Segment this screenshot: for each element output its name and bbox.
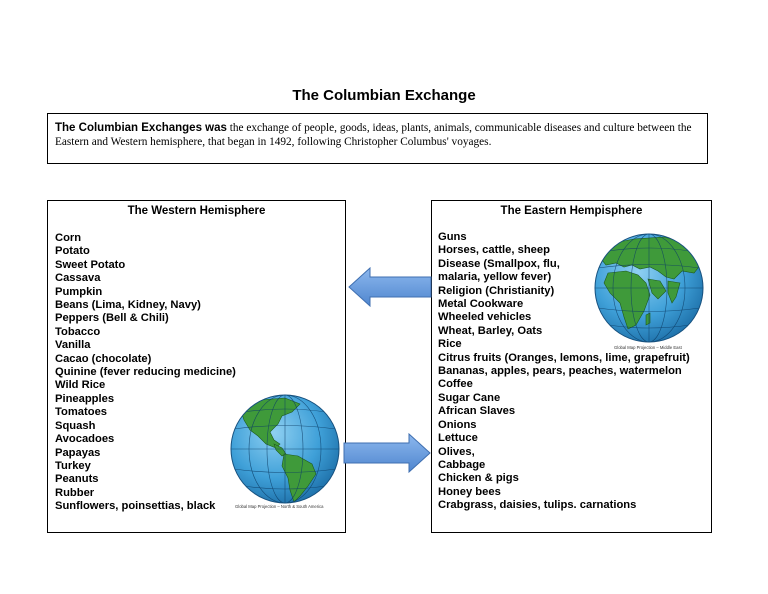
list-item: Honey bees [438, 485, 501, 498]
list-item: Horses, cattle, sheep [438, 244, 550, 257]
list-item: Peanuts [55, 473, 99, 486]
list-item: Corn [55, 232, 82, 244]
list-item: Pineapples [55, 392, 115, 405]
arrow-left-icon [348, 267, 432, 307]
list-item: Sunflowers, poinsettias, black [55, 500, 216, 513]
list-item: Chicken & pigs [438, 472, 519, 485]
list-item: Tobacco [55, 325, 101, 338]
list-item: Quinine (fever reducing medicine) [55, 366, 236, 379]
list-item: Avocadoes [55, 433, 115, 446]
list-item: Sugar Cane [438, 391, 501, 404]
americas-globe-icon [230, 394, 340, 504]
middle-east-globe-icon [594, 233, 704, 343]
definition-box [47, 113, 708, 164]
eastern-hemisphere-panel [431, 200, 712, 533]
definition-text: the exchange of people, goods, ideas, plants, animals, communicable diseases and culture between the Eastern and Western hemisphere, that began in 1492, following Christopher Columbus' voyages. [55, 122, 692, 148]
list-item: Bananas, apples, pears, peaches, watermelon [438, 365, 682, 378]
western-hemisphere-heading: The Western Hemisphere [127, 205, 266, 217]
list-item: Guns [438, 231, 467, 243]
list-item: Peppers (Bell & Chili) [55, 312, 169, 325]
list-item: Onions [438, 418, 477, 431]
list-item: Papayas [55, 446, 101, 459]
list-item: Rubber [55, 486, 95, 499]
list-item: Olives, [438, 445, 475, 458]
americas-globe-caption: Global Map Projection – North & South America [235, 504, 324, 509]
list-item: Cassava [55, 272, 101, 285]
page-title: The Columbian Exchange [292, 87, 476, 104]
list-item: Beans (Lima, Kidney, Navy) [55, 299, 201, 312]
list-item: Vanilla [55, 339, 91, 352]
list-item: Wild Rice [55, 379, 106, 392]
list-item: Coffee [438, 378, 473, 391]
list-item: Metal Cookware [438, 298, 524, 311]
list-item: Religion (Christianity) [438, 284, 555, 297]
list-item: Pumpkin [55, 285, 103, 298]
list-item: Cacao (chocolate) [55, 352, 152, 365]
list-item: Tomatoes [55, 406, 108, 419]
arrow-right-icon [343, 433, 431, 473]
list-item: Lettuce [438, 432, 478, 445]
list-item: Citrus fruits (Oranges, lemons, lime, grapefruit) [438, 351, 690, 364]
list-item: Cabbage [438, 458, 486, 471]
middle-east-globe-caption: Global Map Projection – Middle East [614, 345, 682, 350]
list-item: Sweet Potato [55, 258, 126, 271]
list-item: Disease (Smallpox, flu, [438, 257, 560, 270]
list-item: Crabgrass, daisies, tulips. carnations [438, 499, 637, 512]
list-item: Potato [55, 245, 90, 258]
list-item: malaria, yellow fever) [438, 271, 552, 284]
list-item: Wheeled vehicles [438, 311, 532, 324]
western-hemisphere-panel [47, 200, 346, 533]
list-item: Squash [55, 419, 96, 432]
definition-term: The Columbian Exchanges was [55, 122, 227, 134]
list-item: Wheat, Barley, Oats [438, 324, 543, 337]
list-item: Rice [438, 338, 462, 351]
western-items-list [55, 232, 236, 514]
list-item: African Slaves [438, 405, 516, 418]
eastern-hemisphere-heading: The Eastern Hempisphere [500, 205, 643, 217]
list-item: Turkey [55, 459, 91, 472]
